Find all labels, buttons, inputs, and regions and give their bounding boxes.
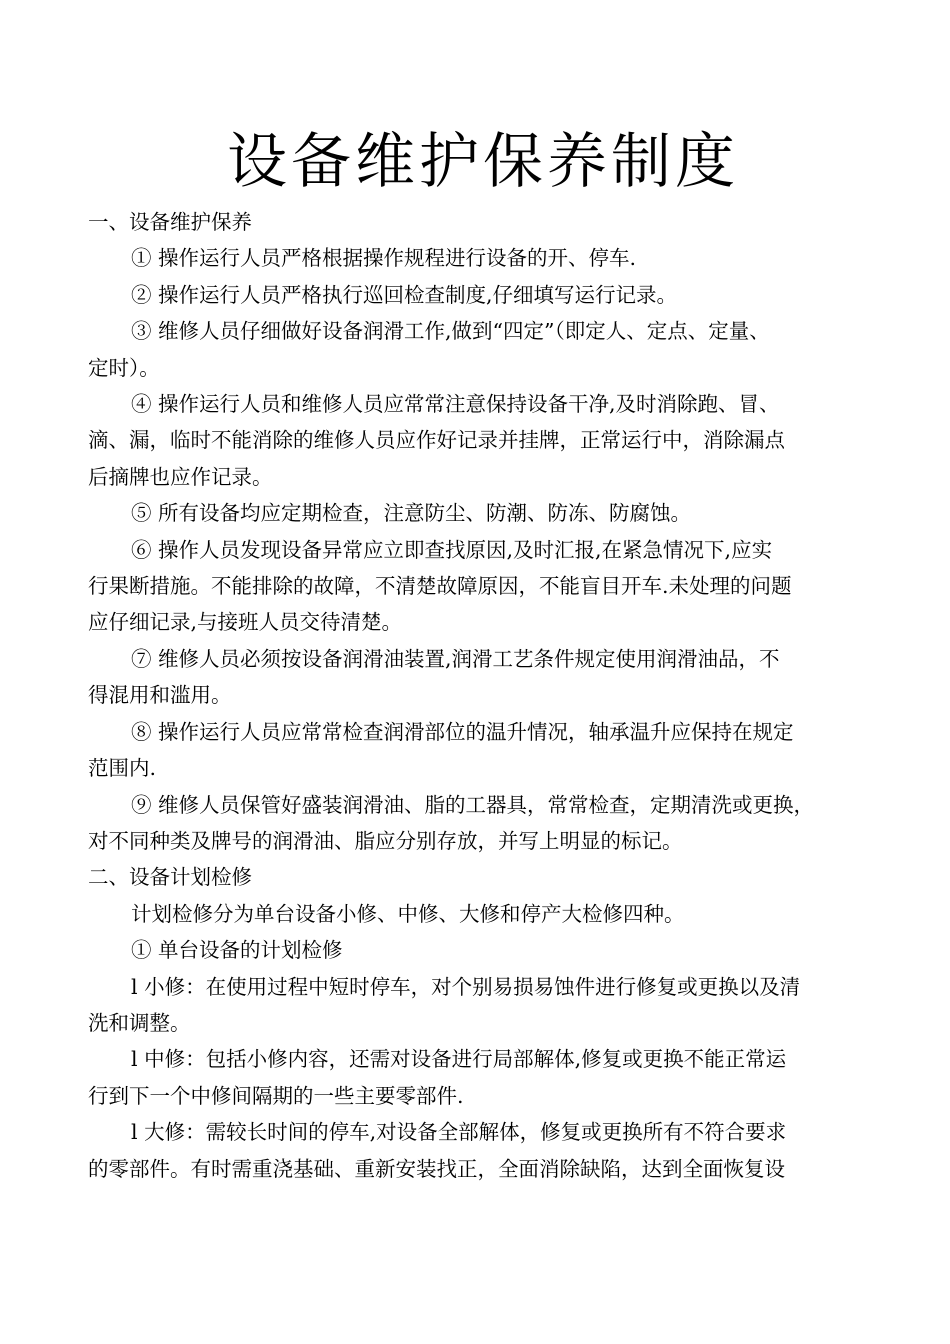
text-line: ⑧ 操作运行人员应常常检查润滑部位的温升情况，轴承温升应保持在规定 — [131, 719, 794, 744]
text-line: 洗和调整。 — [88, 1010, 191, 1035]
text-line: ① 单台设备的计划检修 — [131, 938, 343, 963]
text-line: 计划检修分为单台设备小修、中修、大修和停产大检修四种。 — [131, 901, 685, 926]
text-line: ② 操作运行人员严格执行巡回检查制度,仔细填写运行记录。 — [131, 282, 678, 307]
text-line: 行到下一个中修间隔期的一些主要零部件. — [88, 1083, 464, 1108]
text-line: ④ 操作运行人员和维修人员应常常注意保持设备干净,及时消除跑、冒、 — [131, 392, 780, 417]
text-line: ① 操作运行人员严格根据操作规程进行设备的开、停车. — [131, 246, 637, 271]
text-line: 应仔细记录,与接班人员交待清楚。 — [88, 610, 403, 635]
text-line: l 大修：需较长时间的停车,对设备全部解体，修复或更换所有不符合要求 — [131, 1120, 787, 1145]
text-line: ⑥ 操作人员发现设备异常应立即查找原因,及时汇报,在紧急情况下,应实 — [131, 537, 773, 562]
document-title: 设备维护保养制度 — [227, 127, 739, 197]
text-line: 行果断措施。不能排除的故障，不清楚故障原因，不能盲目开车.未处理的问题 — [88, 574, 792, 599]
text-line: 滴、漏，临时不能消除的维修人员应作好记录并挂牌，正常运行中，消除漏点 — [88, 428, 785, 453]
text-line: 对不同种类及牌号的润滑油、脂应分别存放，并写上明显的标记。 — [88, 828, 683, 853]
text-line: 得混用和滥用。 — [88, 683, 232, 708]
document-body — [88, 204, 878, 1187]
text-line: ⑨ 维修人员保管好盛装润滑油、脂的工器具，常常检查，定期清洗或更换， — [131, 792, 815, 817]
text-line: l 中修：包括小修内容，还需对设备进行局部解体,修复或更换不能正常运 — [131, 1047, 787, 1072]
text-line: 的零部件。有时需重浇基础、重新安装找正，全面消除缺陷，达到全面恢复设 — [88, 1156, 785, 1181]
text-line: 一、设备维护保养 — [88, 210, 252, 234]
text-line: ③ 维修人员仔细做好设备润滑工作,做到“四定”（即定人、定点、定量、 — [131, 319, 770, 344]
text-line: ⑦ 维修人员必须按设备润滑油装置,润滑工艺条件规定使用润滑油品，不 — [131, 646, 780, 671]
text-line: ⑤ 所有设备均应定期检查，注意防尘、防潮、防冻、防腐蚀。 — [131, 501, 692, 526]
text-line: l 小修：在使用过程中短时停车，对个别易损易蚀件进行修复或更换以及清 — [131, 974, 801, 999]
text-line: 二、设备计划检修 — [88, 865, 252, 890]
text-line: 定时）。 — [88, 355, 160, 380]
text-line: 后摘牌也应作记录。 — [88, 464, 273, 489]
text-line: 范围内. — [88, 756, 157, 781]
document-page — [88, 120, 878, 1187]
